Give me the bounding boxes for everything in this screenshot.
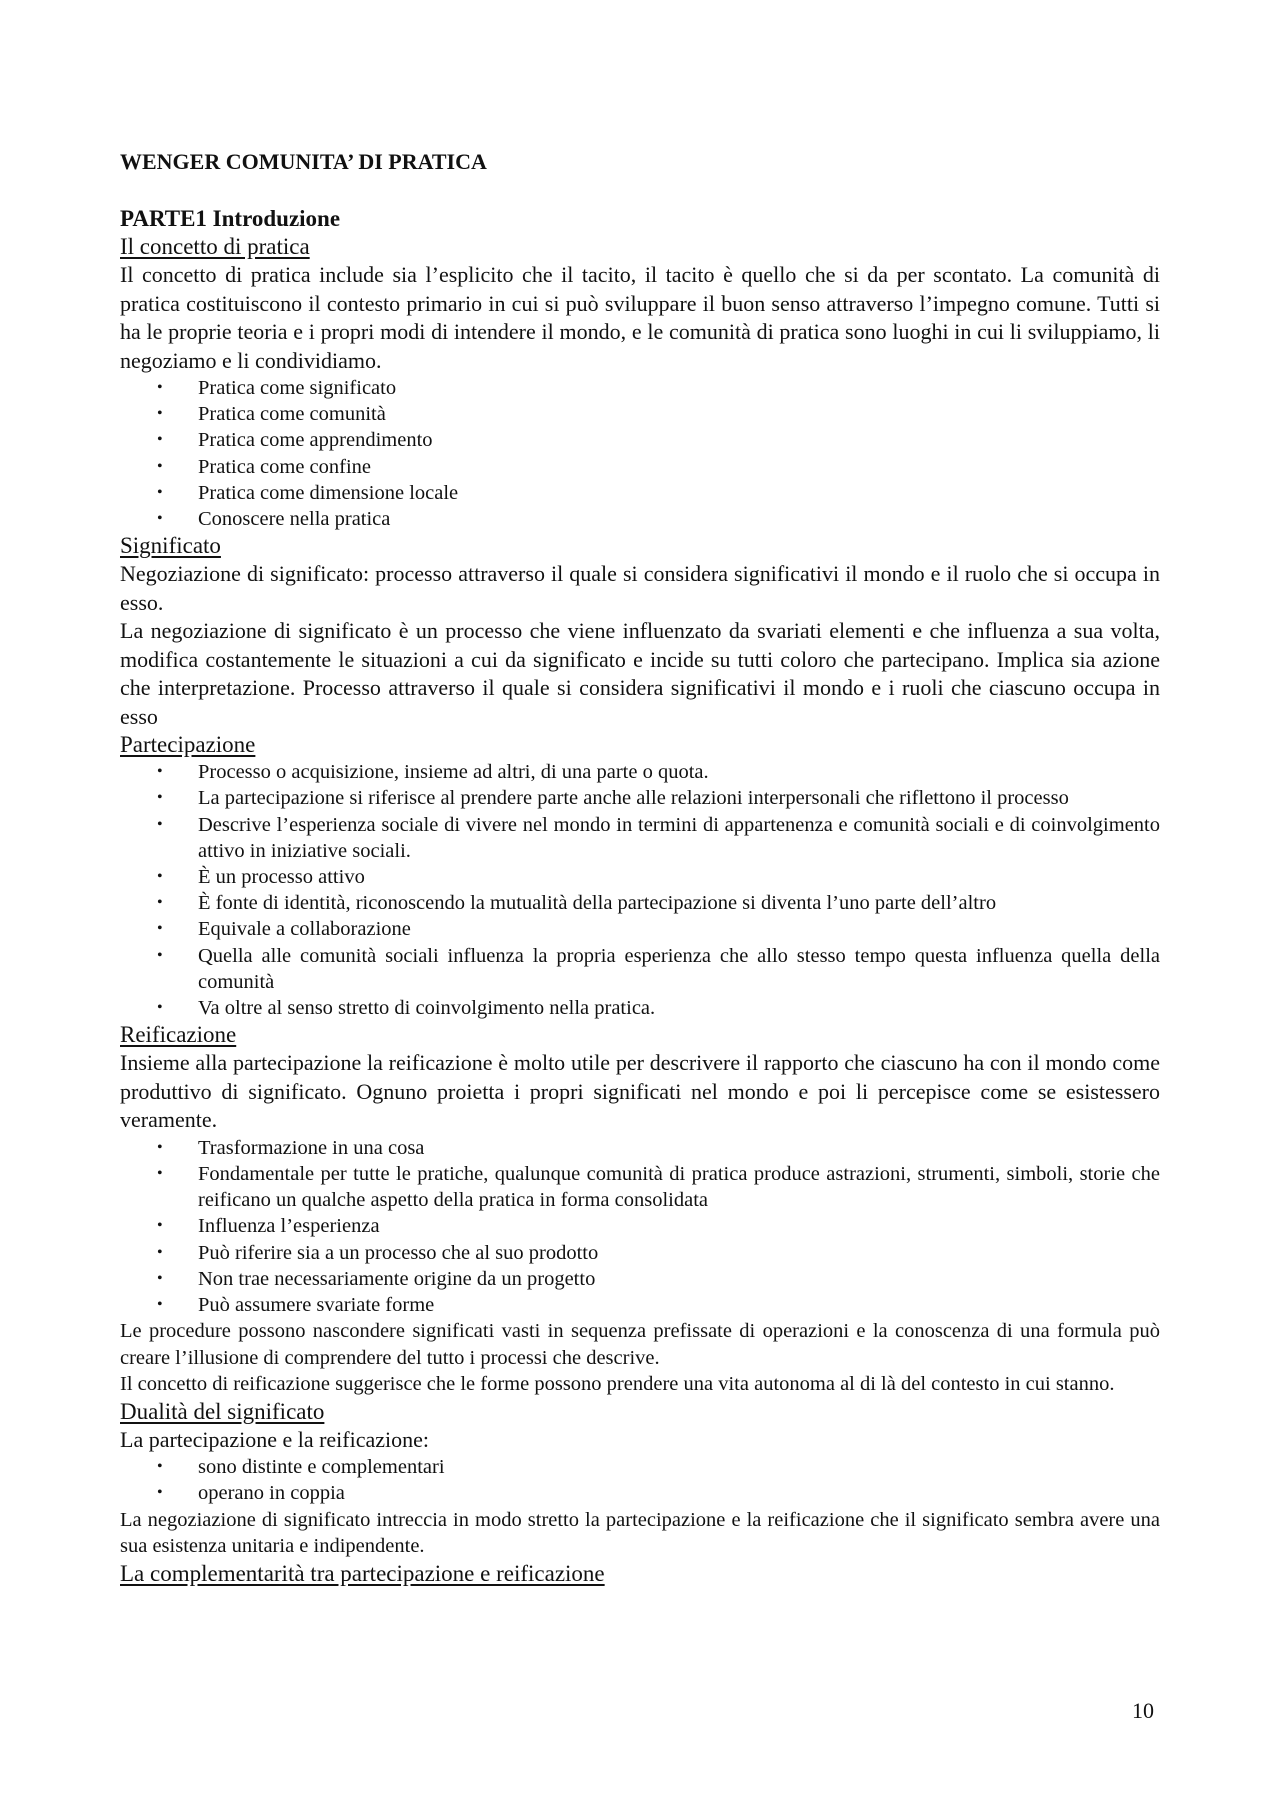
list-item: • La partecipazione si riferisce al prendere parte anche alle relazioni interpersonali che riflettono il processo [198,785,1160,811]
section-heading: Il concetto di pratica [120,234,310,259]
list-item: • È un processo attivo [198,864,1160,890]
list-item: • Pratica come apprendimento [198,427,1160,453]
paragraph: La negoziazione di significato è un processo che viene influenzato da svariati elementi e che influenza a sua volta, modifica costantemente le situazioni a cui da significato e incide su tutti coloro che partecipano. Implica sia azione che interpretazione. Processo attraverso il quale si considera significativi il mondo e i ruoli che ciascuno occupa in esso [120,618,1160,729]
part-title: PARTE1 Introduzione [120,206,341,231]
section-heading: Dualità del significato [120,1398,325,1424]
page-content [120,148,1160,1588]
section-heading: Significato [120,533,221,559]
list-item: • Pratica come confine [198,454,1160,480]
paragraph: Insieme alla partecipazione la reificazione è molto utile per descrivere il rapporto che ciascuno ha con il mondo come produttivo di significato. Ognuno proietta i propri significati nel mondo e poi li percepisce come se esistessero veramente. [120,1050,1160,1133]
list-item: • Descrive l’esperienza sociale di vivere nel mondo in termini di appartenenza e comunità sociali e di coinvolgimento attivo in iniziative sociali. [198,812,1160,864]
paragraph: La partecipazione e la reificazione: [120,1426,430,1452]
list-item: • Pratica come significato [198,375,1160,401]
section-heading: La complementarità tra partecipazione e reificazione [120,1560,605,1586]
list-item: • Pratica come dimensione locale [198,480,1160,506]
list-item: • sono distinte e complementari [198,1454,1160,1480]
list-item: • operano in coppia [198,1480,1160,1506]
list-item: • Quella alle comunità sociali influenza la propria esperienza che allo stesso tempo questa influenza quella della comunità [198,943,1160,995]
list-item: • Può riferire sia a un processo che al suo prodotto [198,1240,1160,1266]
list-item: • Processo o acquisizione, insieme ad altri, di una parte o quota. [198,759,1160,785]
bullet-list [120,1135,1160,1318]
sections-container [120,233,1160,1588]
list-item: • Non trae necessariamente origine da un progetto [198,1266,1160,1292]
section-heading: Partecipazione [120,732,256,758]
bullet-list [120,759,1160,1021]
list-item: • Influenza l’esperienza [198,1213,1160,1239]
list-item: • Conoscere nella pratica [198,506,1160,532]
paragraph: La negoziazione di significato intreccia in modo stretto la partecipazione e la reificazione che il significato sembra avere una sua esistenza unitaria e indipendente. [120,1508,1160,1558]
list-item: • Equivale a collaborazione [198,916,1160,942]
page-number: 10 [1132,1698,1154,1723]
paragraph: Le procedure possono nascondere significati vasti in sequenza prefissate di operazioni e la conoscenza di una formula può creare l’illusione di comprendere del tutto i processi che descrive. [120,1320,1160,1369]
list-item: • È fonte di identità, riconoscendo la mutualità della partecipazione si diventa l’uno parte dell’altro [198,890,1160,916]
list-item: • Va oltre al senso stretto di coinvolgimento nella pratica. [198,995,1160,1021]
paragraph: Negoziazione di significato: processo attraverso il quale si considera significativi il mondo e il ruolo che si occupa in esso. [120,561,1160,615]
section-heading: Reificazione [120,1022,237,1048]
paragraph: Il concetto di pratica include sia l’esplicito che il tacito, il tacito è quello che si da per scontato. La comunità di pratica costituiscono il contesto primario in cui si può sviluppare il buon senso attraverso l’impegno comune. Tutti si ha le proprie teoria e i propri modi di intendere il mondo, e le comunità di pratica sono luoghi in cui li sviluppiamo, li negoziamo e li condividiamo. [120,262,1160,373]
bullet-list [120,375,1160,532]
list-item: • Trasformazione in una cosa [198,1135,1160,1161]
bullet-list [120,1454,1160,1506]
list-item: • Può assumere svariate forme [198,1292,1160,1318]
document-title: WENGER COMUNITA’ DI PRATICA [120,149,487,174]
paragraph: Il concetto di reificazione suggerisce che le forme possono prendere una vita autonoma al di là del contesto in cui stanno. [120,1373,1115,1396]
list-item: • Fondamentale per tutte le pratiche, qualunque comunità di pratica produce astrazioni, strumenti, simboli, storie che reificano un qualche aspetto della pratica in forma consolidata [198,1161,1160,1213]
list-item: • Pratica come comunità [198,401,1160,427]
